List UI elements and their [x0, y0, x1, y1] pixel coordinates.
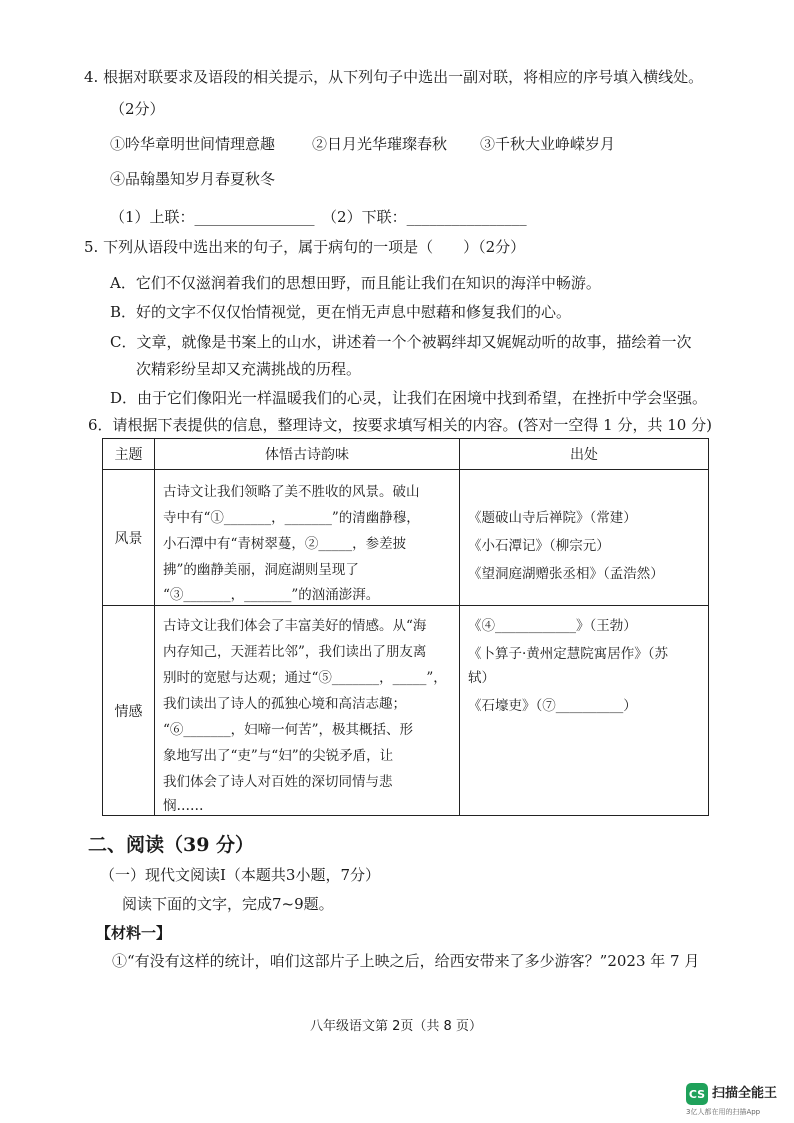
poem-table	[102, 438, 709, 816]
camscanner-logo-icon: CS	[686, 1083, 708, 1105]
q4-option-2: ②日月光华璀璨春秋	[312, 135, 448, 153]
q4-option-4: ④品翰墨知岁月春夏秋冬	[110, 170, 276, 188]
material-paragraph: ①“有没有这样的统计，咱们这部片子上映之后，给西安带来了多少游客？”2023 年 7 月	[112, 952, 700, 970]
material-label: 【材料一】	[96, 924, 172, 942]
row-label-scenery: 风景	[103, 470, 155, 606]
page-footer: 八年级语文第 2页（共 8 页）	[310, 1019, 482, 1034]
table-row-scenery	[103, 470, 709, 606]
emotion-text-cell	[155, 606, 460, 816]
header-poetry: 体悟古诗韵味	[155, 439, 460, 470]
emotion-line: 我们体会了诗人对百姓的深切同情与悲	[163, 774, 393, 790]
q5-option-b: B．好的文字不仅仅怡情视觉，更在悄无声息中慰藉和修复我们的心。	[110, 303, 572, 321]
scenery-source: 《小石潭记》（柳宗元）	[468, 538, 610, 554]
emotion-source: 《石壕吏》（⑦__________）	[468, 698, 637, 714]
q5-option-c-line2: 次精彩纷呈却又充满挑战的历程。	[136, 360, 362, 378]
q5-stem: 5. 下列从语段中选出来的句子，属于病句的一项是（ ）（2分）	[84, 238, 526, 256]
emotion-line: 古诗文让我们体会了丰富美好的情感。从“海	[163, 618, 427, 634]
emotion-source: 轼）	[468, 670, 495, 686]
scenery-source-cell	[460, 470, 709, 606]
q6-stem: 6．请根据下表提供的信息，整理诗文，按要求填写相关的内容。(答对一空得 1 分，共 10 分)	[88, 416, 712, 434]
header-theme: 主题	[103, 439, 155, 470]
q5-option-c-line1: C．文章，就像是书案上的山水，讲述着一个个被羁绊却又娓娓动听的故事，描绘着一次	[110, 333, 692, 351]
scenery-line: “③_______，_______”的汹涌澎湃。	[163, 587, 380, 603]
header-source: 出处	[460, 439, 709, 470]
emotion-line: 别时的宽慰与达观；通过“⑤_______，_____”，	[163, 670, 447, 686]
q4-option-1: ①吟华章明世间情理意趣	[110, 135, 276, 153]
q5-option-a: A．它们不仅滋润着我们的思想田野，而且能让我们在知识的海洋中畅游。	[110, 274, 601, 292]
scenery-line: 拂”的幽静美丽，洞庭湖则呈现了	[163, 562, 359, 578]
emotion-source: 《④____________》（王勃）	[468, 618, 637, 634]
scenery-source: 《望洞庭湖赠张丞相》（孟浩然）	[468, 566, 664, 582]
scenery-line: 小石潭中有“青树翠蔓，②_____，参差披	[163, 536, 407, 552]
q5-option-d: D．由于它们像阳光一样温暖我们的心灵，让我们在困境中找到希望，在挫折中学会坚强。	[110, 389, 708, 407]
row-label-emotion: 情感	[103, 606, 155, 816]
table-row-emotion	[103, 606, 709, 816]
scenery-text-cell	[155, 470, 460, 606]
emotion-line: 象地写出了“吏”与“妇”的尖锐矛盾，让	[163, 748, 394, 764]
scenery-source: 《题破山寺后禅院》（常建）	[468, 510, 637, 526]
q4-stem: 4. 根据对联要求及语段的相关提示，从下列句子中选出一副对联，将相应的序号填入横线处。	[84, 68, 704, 86]
emotion-line: “⑥_______，妇啼一何苦”，极其概括、形	[163, 722, 414, 738]
q4-option-3: ③千秋大业峥嵘岁月	[480, 135, 616, 153]
emotion-source: 《卜算子·黄州定慧院寓居作》（苏	[468, 646, 669, 662]
watermark-name: 扫描全能王	[712, 1086, 778, 1101]
scenery-line: 古诗文让我们领略了美不胜收的风景。破山	[163, 484, 420, 500]
emotion-source-cell	[460, 606, 709, 816]
emotion-line: 悯……	[163, 798, 204, 814]
table-header-row	[103, 439, 709, 470]
section-title: 二、阅读（39 分）	[88, 834, 255, 856]
scenery-line: 寺中有“①_______，_______”的清幽静穆，	[163, 510, 420, 526]
reading-instruction: 阅读下面的文字，完成7~9题。	[122, 895, 334, 913]
q4-answer-line: （1）上联：________________ （2）下联：________________	[110, 208, 527, 226]
emotion-line: 我们读出了诗人的孤独心境和高洁志趣；	[163, 696, 406, 712]
q4-score: （2分）	[110, 100, 165, 118]
watermark-subtitle: 3亿人都在用的扫描App	[686, 1108, 761, 1116]
emotion-line: 内存知己，天涯若比邻”，我们读出了朋友离	[163, 644, 427, 660]
reading-subtitle: （一）现代文阅读Ⅰ（本题共3小题，7分）	[100, 866, 381, 884]
